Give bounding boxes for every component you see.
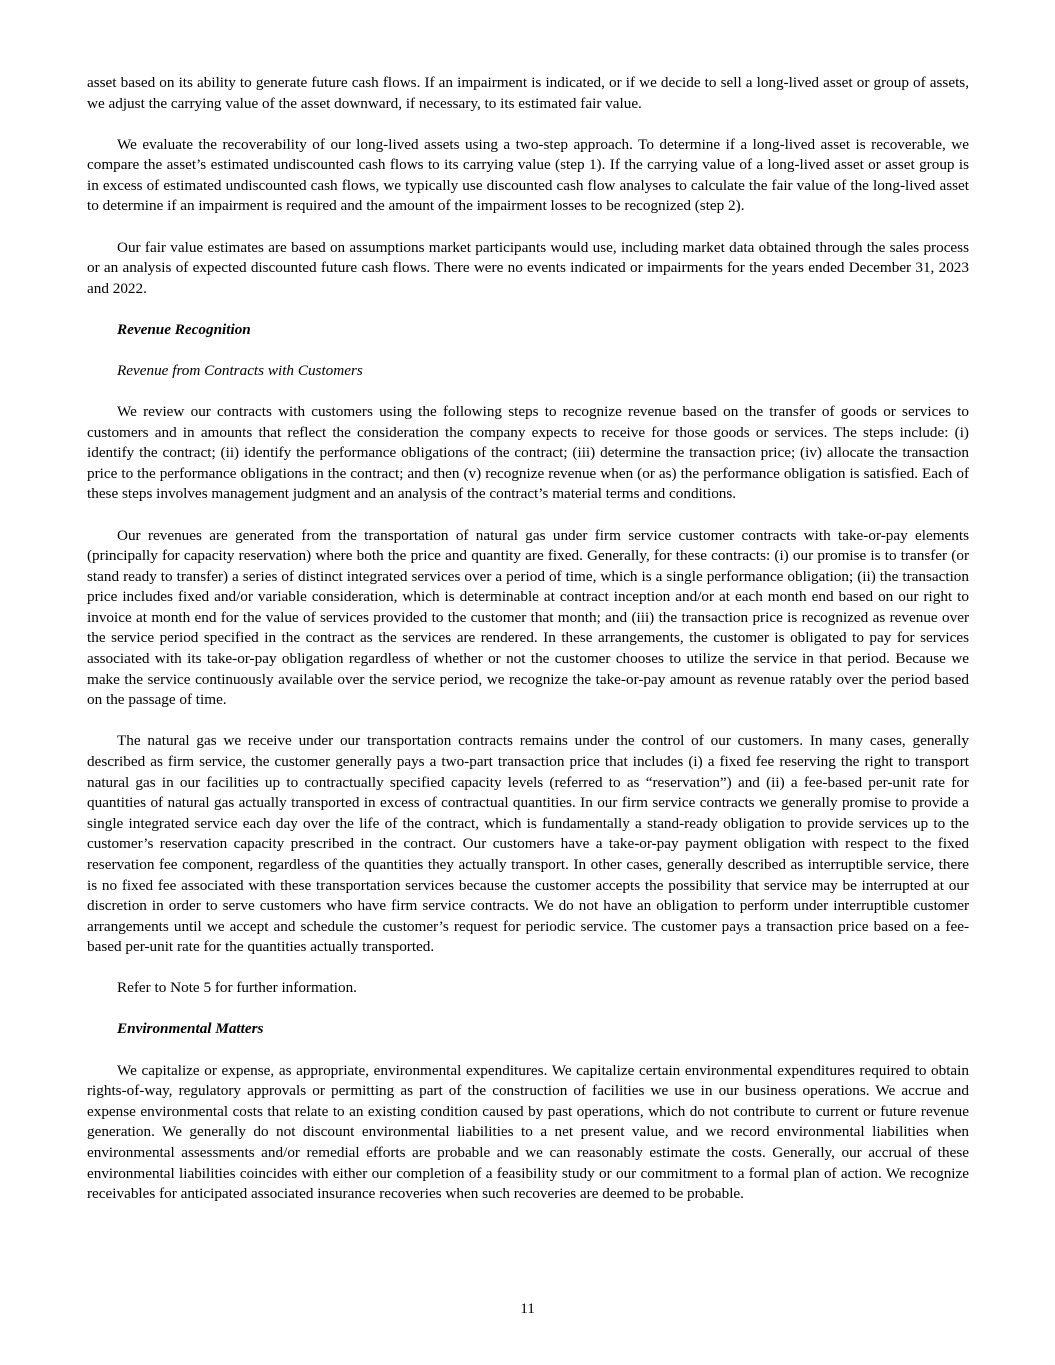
paragraph-revenue-generation: Our revenues are generated from the transportation of natural gas under firm service customer contracts with take-or-pay elements (principally for capacity reservation) where both the price and quantity are fixed. Generally, for these contracts: (i) our promise is to transfer (or stand ready to transfer) a series of distinct integrated services over a period of time, which is a single performance obligation; (ii) the transaction price includes fixed and/or variable consideration, which is determinable at contract inception and/or at each month end based on our right to invoice at month end for the value of services provided to the customer that month; and (iii) the transaction price is recognized as revenue over the service period specified in the contract as the services are rendered. In these arrangements, the customer is obligated to pay for services associated with its take-or-pay obligation regardless of whether or not the customer chooses to utilize the service in that period. Because we make the service continuously available over the service period, we recognize the take-or-pay amount as revenue ratably over the period based on the passage of time.	[87, 526, 969, 709]
paragraph-contract-review-steps: We review our contracts with customers using the following steps to recognize revenue based on the transfer of goods or services to customers and in amounts that reflect the consideration the company expects to receive for those goods or services. The steps include: (i) identify the contract; (ii) identify the performance obligations of the contract; (iii) determine the transaction price; (iv) allocate the transaction price to the performance obligations in the contract; and then (v) recognize revenue when (or as) the performance obligation is satisfied. Each of these steps involves management judgment and an analysis of the contract’s material terms and conditions.	[87, 403, 969, 503]
subheading-revenue-from-contracts: Revenue from Contracts with Customers	[117, 361, 363, 379]
paragraph-natural-gas-control: The natural gas we receive under our transportation contracts remains under the control of our customers. In many cases, generally described as firm service, the customer generally pays a two-part transaction price that includes (i) a fixed fee reserving the right to transport natural gas in our facilities up to contractually specified capacity levels (referred to as “reservation”) and (ii) a fee-based per-unit rate for quantities of natural gas actually transported in excess of contractual quantities. In our firm service contracts we generally promise to provide a single integrated service each day over the life of the contract, which is fundamentally a stand-ready obligation to provide services up to the customer’s reservation capacity prescribed in the contract. Our customers have a take-or-pay payment obligation with respect to the fixed reservation fee component, regardless of the quantities they actually transport. In other cases, generally described as interruptible service, there is no fixed fee associated with these transportation services because the customer accepts the possibility that service may be interrupted at our discretion in order to serve customers who have firm service contracts. We do not have an obligation to perform under interruptible customer arrangements until we accept and schedule the customer’s request for periodic service. The customer pays a transaction price based on a fee-based per-unit rate for the quantities actually transported.	[87, 732, 969, 956]
paragraph-impairment-continued: asset based on its ability to generate future cash flows. If an impairment is indicated, or if we decide to sell a long-lived asset or group of assets, we adjust the carrying value of the asset downward, if necessary, to its estimated fair value.	[87, 74, 969, 112]
paragraph-environmental-expenditures: We capitalize or expense, as appropriate, environmental expenditures. We capitalize certain environmental expenditures required to obtain rights-of-way, regulatory approvals or permitting as part of the construction of facilities we use in our business operations. We accrue and expense environmental costs that relate to an existing condition caused by past operations, which do not contribute to current or future revenue generation. We generally do not discount environmental liabilities to a net present value, and we record environmental liabilities when environmental assessments and/or remedial efforts are probable and we can reasonably estimate the costs. Generally, our accrual of these environmental liabilities coincides with either our completion of a feasibility study or our commitment to a formal plan of action. We recognize receivables for anticipated associated insurance recoveries when such recoveries are deemed to be probable.	[87, 1061, 969, 1203]
paragraph-note-reference: Refer to Note 5 for further information.	[117, 979, 357, 997]
section-heading-revenue-recognition: Revenue Recognition	[117, 320, 251, 338]
page-number: 11	[520, 1300, 535, 1317]
paragraph-recoverability: We evaluate the recoverability of our long-lived assets using a two-step approach. To determine if a long-lived asset is recoverable, we compare the asset’s estimated undiscounted cash flows to its carrying value (step 1). If the carrying value of a long-lived asset or asset group is in excess of estimated undiscounted cash flows, we typically use discounted cash flow analyses to calculate the fair value of the long-lived asset to determine if an impairment is required and the amount of the impairment losses to be recognized (step 2).	[87, 135, 969, 215]
paragraph-fair-value-estimates: Our fair value estimates are based on assumptions market participants would use, including market data obtained through the sales process or an analysis of expected discounted future cash flows. There were no events indicated or impairments for the years ended December 31, 2023 and 2022.	[87, 238, 969, 297]
section-heading-environmental-matters: Environmental Matters	[117, 1020, 264, 1038]
document-body	[87, 73, 969, 1225]
